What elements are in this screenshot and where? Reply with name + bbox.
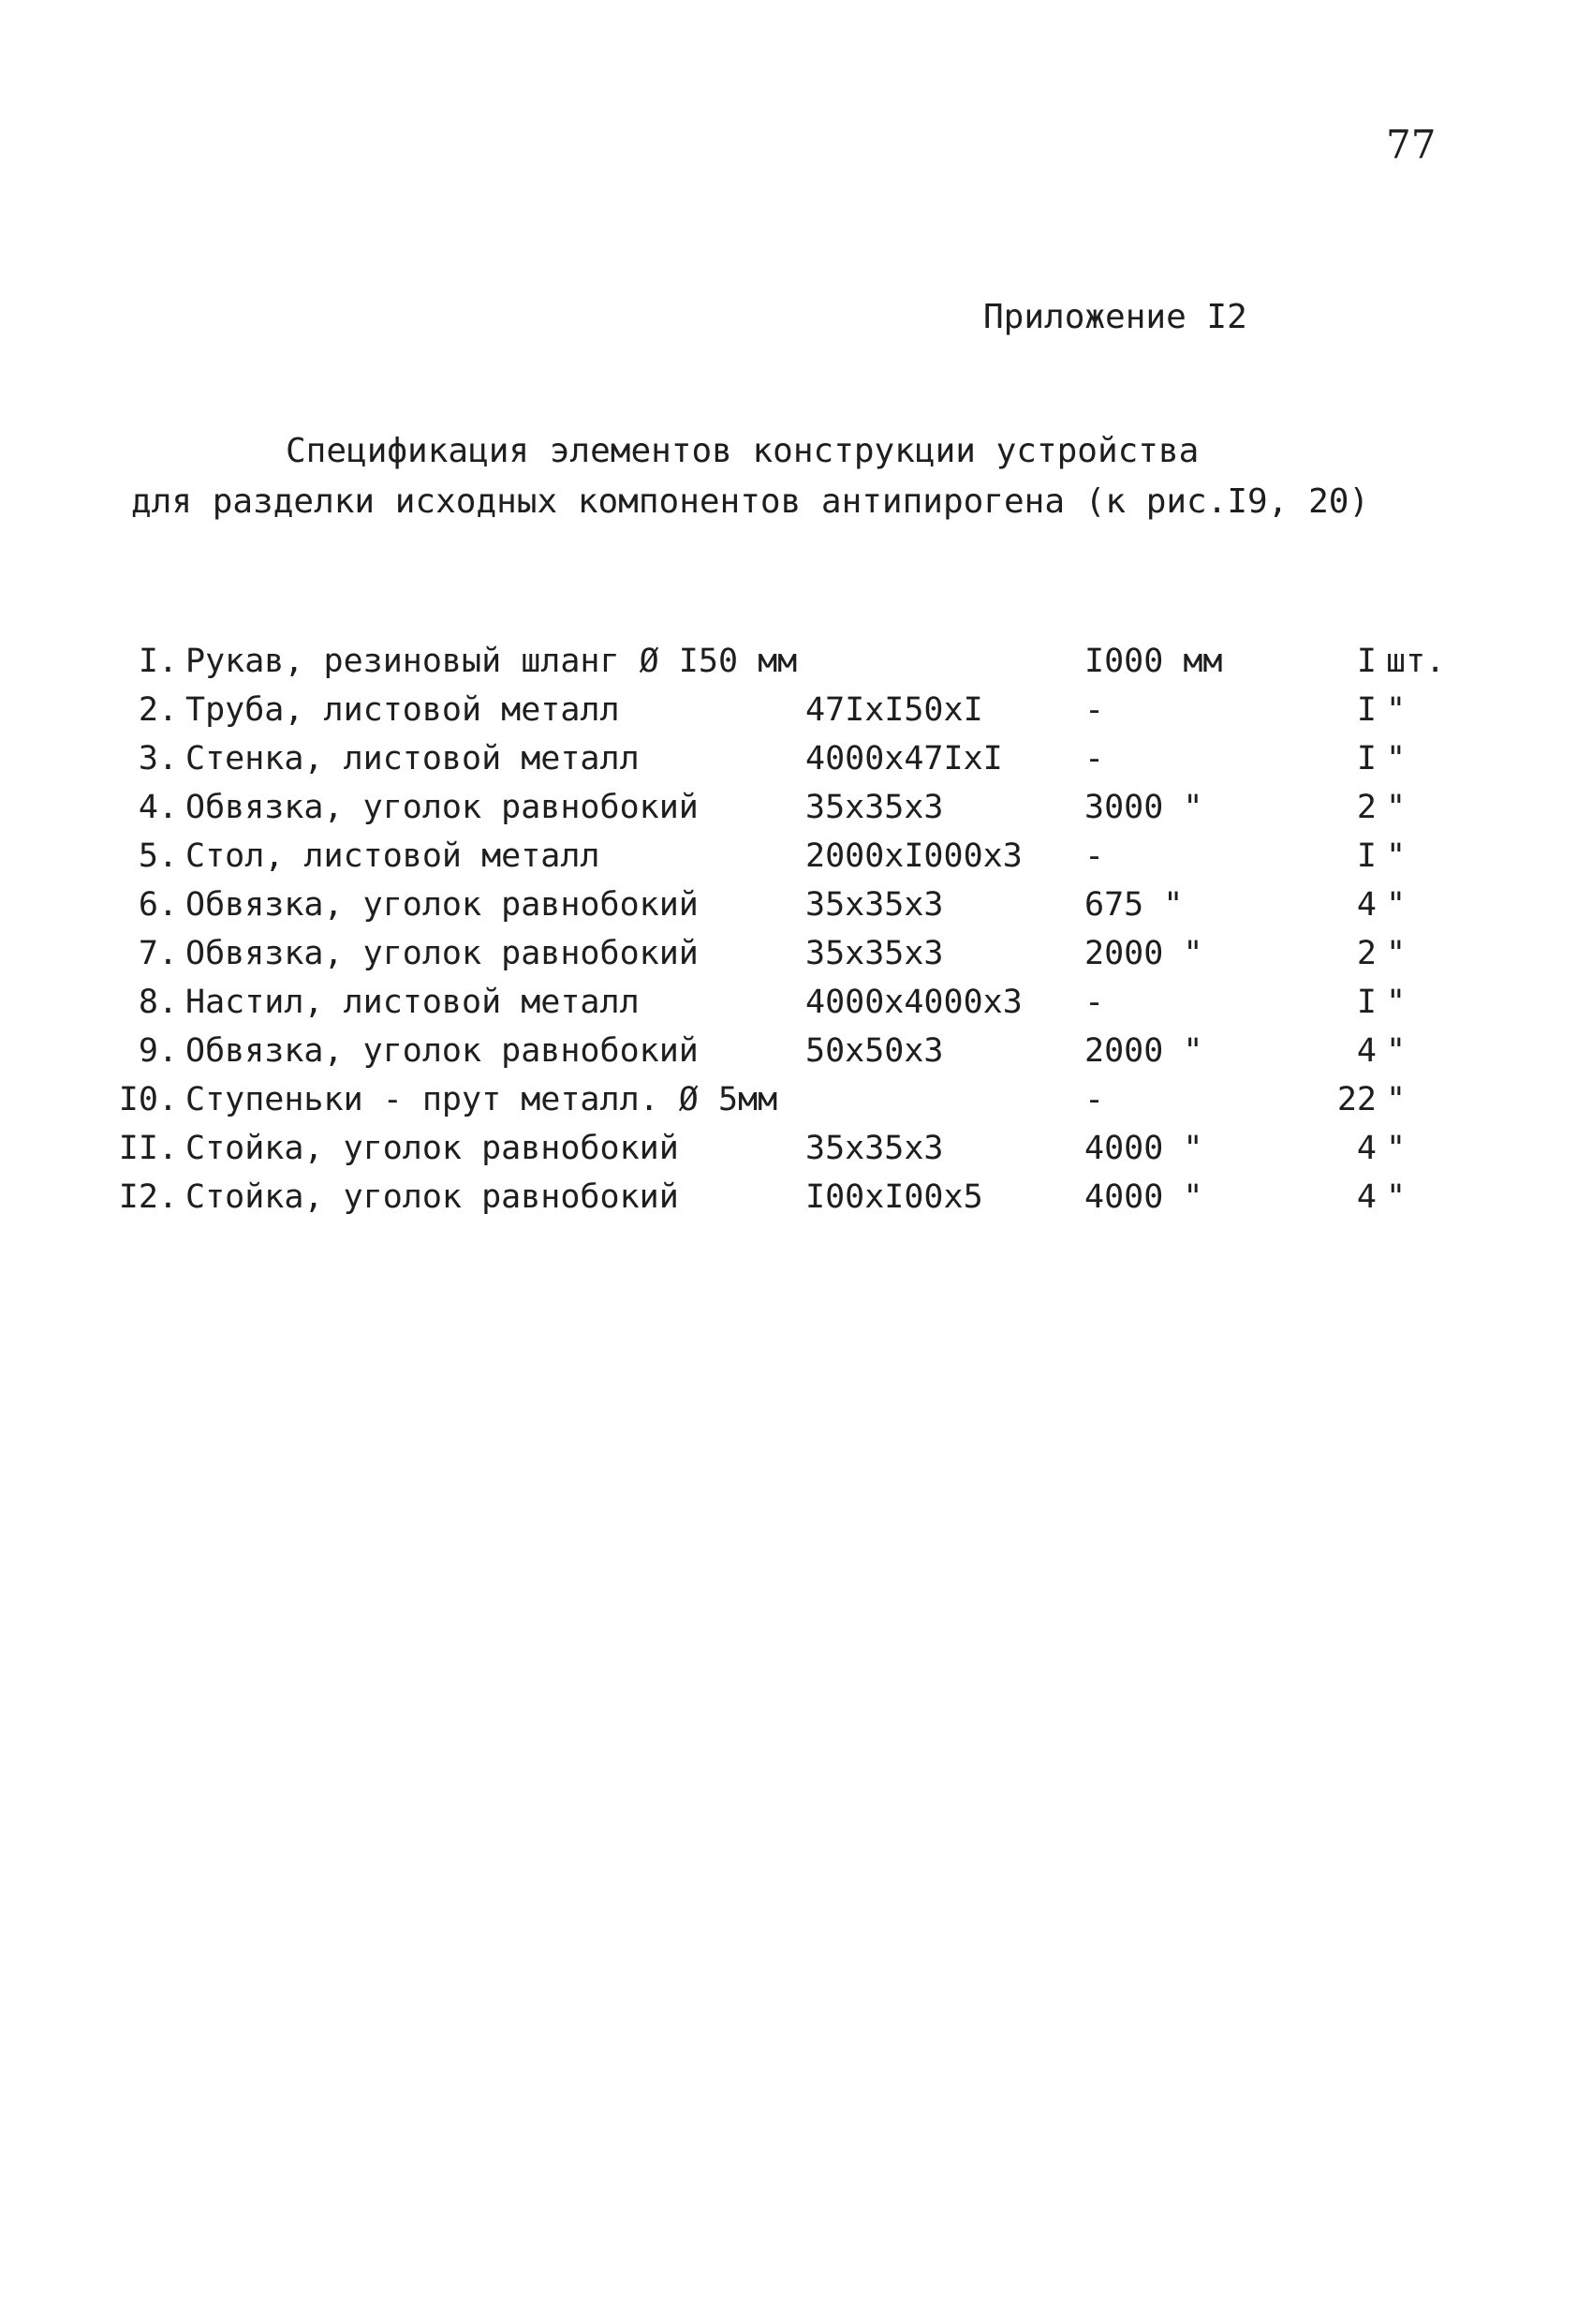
item-name: Обвязка, уголок равнобокий (185, 935, 699, 972)
item-number: I0. (118, 1081, 178, 1118)
item-number: 2. (138, 691, 178, 729)
item-name: Обвязка, уголок равнобокий (185, 1032, 699, 1070)
item-quantity: 2 (1356, 789, 1377, 826)
item-number: 6. (138, 886, 178, 924)
item-length: - (1084, 837, 1105, 875)
item-quantity: I (1356, 643, 1377, 680)
item-length: 3000 " (1084, 789, 1203, 826)
spec-row (0, 789, 1592, 837)
item-quantity: I (1356, 984, 1377, 1021)
item-quantity: 2 (1356, 935, 1377, 972)
spec-row (0, 1130, 1592, 1178)
item-length: 4000 " (1084, 1178, 1203, 1216)
item-number: 4. (138, 789, 178, 826)
item-number: 9. (138, 1032, 178, 1070)
item-dimension: 35x35x3 (805, 935, 944, 972)
spec-row (0, 1032, 1592, 1081)
item-number: 8. (138, 984, 178, 1021)
item-name: Стенка, листовой металл (185, 740, 640, 777)
item-dimension: 47IxI50xI (805, 691, 983, 729)
item-quantity: 4 (1356, 1178, 1377, 1216)
item-length: 2000 " (1084, 1032, 1203, 1070)
item-number: II. (118, 1130, 178, 1167)
item-name: Ступеньки - прут металл. Ø 5мм (185, 1081, 778, 1118)
appendix-label: Приложение I2 (983, 298, 1247, 336)
item-unit: " (1386, 837, 1407, 875)
item-dimension: 4000x47IxI (805, 740, 1003, 777)
item-number: 3. (138, 740, 178, 777)
item-length: - (1084, 740, 1105, 777)
item-dimension: 35x35x3 (805, 789, 944, 826)
item-length: - (1084, 1081, 1105, 1118)
item-name: Настил, листовой металл (185, 984, 640, 1021)
item-dimension: 50x50x3 (805, 1032, 944, 1070)
item-unit: " (1386, 886, 1407, 924)
item-name: Стол, листовой металл (185, 837, 600, 875)
title-line-1: Спецификация элементов конструкции устройства (286, 432, 1200, 470)
item-length: 675 " (1084, 886, 1184, 924)
item-dimension: I00xI00x5 (805, 1178, 983, 1216)
item-name: Обвязка, уголок равнобокий (185, 789, 699, 826)
spec-row (0, 837, 1592, 886)
item-dimension: 2000xI000x3 (805, 837, 1023, 875)
item-dimension: 35x35x3 (805, 1130, 944, 1167)
item-length: - (1084, 691, 1105, 729)
item-number: I2. (118, 1178, 178, 1216)
item-unit: " (1386, 984, 1407, 1021)
spec-row (0, 1178, 1592, 1227)
spec-row (0, 886, 1592, 935)
spec-row (0, 984, 1592, 1032)
spec-row (0, 643, 1592, 691)
item-unit: " (1386, 789, 1407, 826)
item-unit: " (1386, 935, 1407, 972)
item-quantity: 4 (1356, 1032, 1377, 1070)
item-dimension: 35x35x3 (805, 886, 944, 924)
item-number: 5. (138, 837, 178, 875)
item-unit: " (1386, 691, 1407, 729)
item-quantity: I (1356, 740, 1377, 777)
spec-row (0, 740, 1592, 789)
item-name: Обвязка, уголок равнобокий (185, 886, 699, 924)
spec-row (0, 691, 1592, 740)
item-quantity: 4 (1356, 886, 1377, 924)
item-unit: " (1386, 1081, 1407, 1118)
item-quantity: I (1356, 837, 1377, 875)
item-unit: шт. (1386, 643, 1446, 680)
item-name: Рукав, резиновый шланг Ø I50 мм (185, 643, 798, 680)
item-unit: " (1386, 1032, 1407, 1070)
title-line-2: для разделки исходных компонентов антипирогена (к рис.I9, 20) (131, 482, 1370, 521)
spec-row (0, 935, 1592, 984)
item-quantity: I (1356, 691, 1377, 729)
item-unit: " (1386, 1130, 1407, 1167)
item-unit: " (1386, 1178, 1407, 1216)
item-length: 2000 " (1084, 935, 1203, 972)
item-dimension: 4000x4000x3 (805, 984, 1023, 1021)
item-length: I000 мм (1084, 643, 1223, 680)
item-name: Стойка, уголок равнобокий (185, 1178, 679, 1216)
item-unit: " (1386, 740, 1407, 777)
item-quantity: 4 (1356, 1130, 1377, 1167)
item-length: 4000 " (1084, 1130, 1203, 1167)
page-number: 77 (1386, 122, 1437, 168)
spec-row (0, 1081, 1592, 1130)
item-number: I. (138, 643, 178, 680)
item-name: Труба, листовой металл (185, 691, 620, 729)
item-name: Стойка, уголок равнобокий (185, 1130, 679, 1167)
item-length: - (1084, 984, 1105, 1021)
item-number: 7. (138, 935, 178, 972)
item-quantity: 22 (1336, 1081, 1377, 1118)
